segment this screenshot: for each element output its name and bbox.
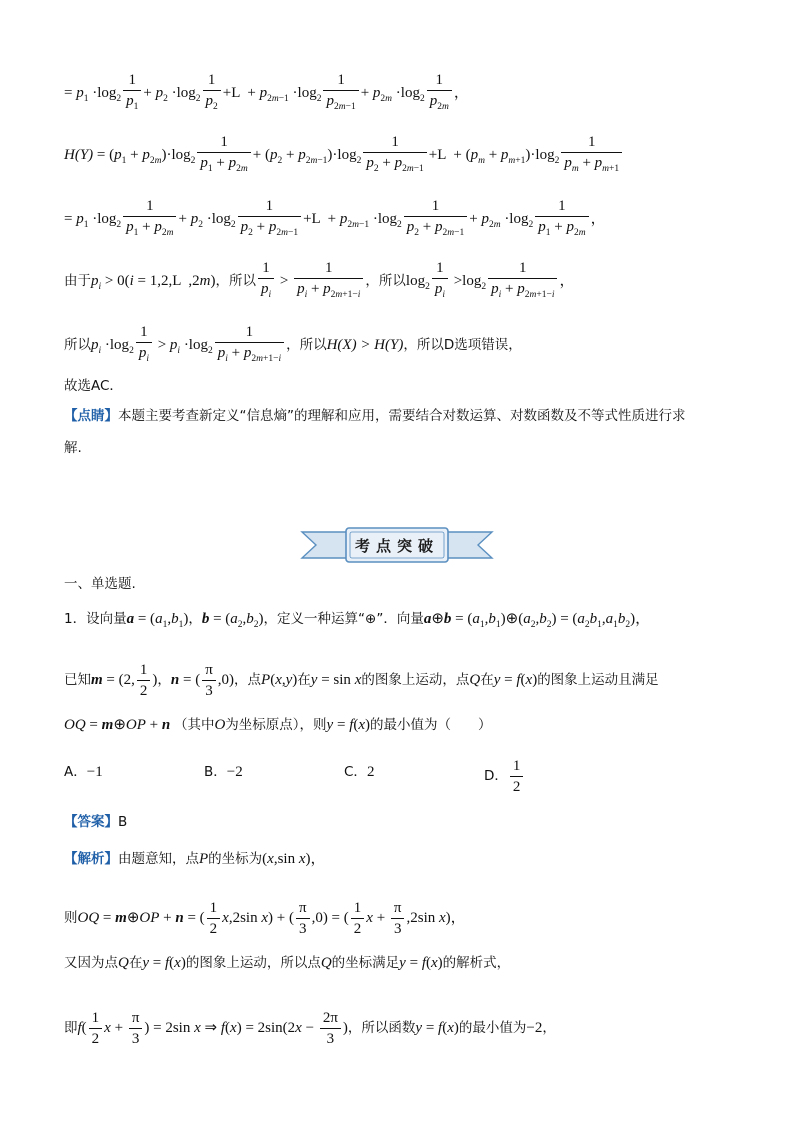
hx-gt-hy: H(X) > H(Y) — [326, 336, 404, 353]
answer-value: B — [118, 814, 128, 830]
analysis-line3c: 的图象上运动，所以点 — [185, 955, 321, 971]
question-number: 1． — [64, 611, 87, 627]
answer-line — [64, 816, 127, 830]
analysis-line-2: 则OQ = m⊕OP + n = ( $\frac{1}{2}$ x,2sin x) + ( $\frac{\pi}{3}$ ,0) = ( $\frac{1}{2}$ x + $\frac{\pi}{3}$ ,2sin x)， — [64, 900, 466, 937]
option-b-value: −2 — [226, 764, 243, 780]
option-d-label: D． — [484, 767, 508, 784]
q-stem6: 的图象上运动，点 — [361, 671, 470, 688]
option-a-label: A． — [64, 764, 87, 780]
yousuo-label: 由于 — [64, 272, 91, 289]
suoyi-label-1: 所以 — [228, 272, 256, 289]
question-stem-line-3: OQ = m⊕OP + n （其中O为坐标原点），则y = f(x)的最小值为（ ） — [64, 717, 492, 733]
comment-tag: 【点睛】 — [64, 408, 118, 424]
q-stem9: 为坐标原点），则 — [225, 717, 327, 733]
question-stem-line-2: 已知m = (2, $\frac{1}{2}$ )，n = ( $\frac{\pi}{3}$ ,0)，点P(x,y)在y = sin x的图象上运动，点Q在y = f(x)的图象上运动且满足 — [64, 662, 659, 699]
comment-paragraph — [64, 410, 686, 424]
q-stem8: （其中 — [173, 717, 215, 733]
formula-condition-line: 由于$p_i > 0(i = 1,2,L$ ,2m)，所以 $\frac{1}{p_i}$ > $\frac{1}{p_i + p_{2m+1-i}}$ ，所以$\log_2$ $\frac{1}{p_i}$ $>\log_2$ $\frac{1}{p_i + p_{2m+1-i}}$ ， — [64, 260, 575, 300]
analysis-line3d: 的坐标满足 — [331, 955, 400, 971]
q-stem2: ，定义一种运算“⊕”．向量 — [263, 611, 424, 627]
formula-hy-definition: $H(Y) = (p_1 + p_{2m})\cdot\log_2$ $\frac{1}{p_1 + p_{2m}}$ + $(p_2 + p_{2m-1})\cdot\log_2$ $\frac{1}{p_2 + p_{2m-1}}$ $+L + (p_m + p_{m+1})\cdot\log_2$ $\frac{1}{p_m + p_{m+1}}$ — [64, 132, 624, 179]
suoyi-label-3: 所以 — [64, 336, 91, 353]
analysis-min-value: −2 — [526, 1019, 543, 1036]
option-d-value: $\frac{1}{2}$ — [508, 756, 526, 797]
formula-hy-expanded: = $p_1 \cdot\log_2$ $\frac{1}{p_1 + p_{2m}}$ + $p_2 \cdot\log_2$ $\frac{1}{p_2 + p_{2m-1}}$ $+L + p_{2m-1} \cdot\log_2$ $\frac{1}{p_2 + p_{2m-1}}$ + $p_{2m} \cdot\log_2$ $\frac{1}{p_1 + p_{2m}}$ ， — [64, 198, 606, 238]
option-a[interactable] — [64, 760, 103, 781]
analysis-line4c: 的最小值为 — [458, 1019, 527, 1036]
suoyi-label-4: 所以 — [299, 336, 327, 353]
analysis-ze: 则 — [64, 909, 78, 926]
hy-label: H(Y) — [64, 146, 94, 163]
option-b-label: B． — [204, 764, 227, 780]
formula-hx-expanded: = $p_1 \cdot\log_2$ $\frac{1}{p_1}$ + $p_2 \cdot\log_2$ $\frac{1}{p_2}$ $+L + p_{2m-1} \cdot\log_2$ $\frac{1}{p_{2m-1}}$ + $p_{2m} \cdot\log_2$ $\frac{1}{p_{2m}}$ ， — [64, 72, 469, 112]
q-stem5: 在 — [297, 671, 311, 688]
analysis-line3e: 的解析式， — [442, 955, 511, 971]
q-stem3: 已知 — [64, 671, 91, 688]
question-stem-line-1: 1．设向量$a = (a_1,b_1)$，$b = (a_2,b_2)$，定义一种运算“⊕”．向量a⊕b = $(a_1,b_1)\oplus(a_2,b_2) = (a_2b_1,a_1b_2)$， — [64, 611, 651, 630]
q-stem1: 设向量 — [86, 611, 127, 627]
q-stem4: ，点 — [234, 671, 262, 688]
analysis-line-4: 即f( $\frac{1}{2}$ x + $\frac{\pi}{3}$ ) = 2sin x ⇒ f(x) = 2sin(2x − $\frac{2\pi}{3}$ )，所以函数y = f(x)的最小值为−2， — [64, 1010, 556, 1047]
analysis-comma: ， — [542, 1019, 556, 1036]
analysis-tag: 【解析】 — [64, 851, 118, 867]
option-c-value: 2 — [366, 764, 375, 780]
option-d[interactable] — [484, 756, 525, 797]
comment-text: 本题主要考查新定义“信息熵”的理解和应用，需要结合对数运算、对数函数及不等式性质进行求 — [118, 408, 686, 424]
analysis-ji: 即 — [64, 1019, 78, 1036]
q-stem10: 的最小值为（ ） — [370, 717, 492, 733]
analysis-line1: 由题意知，点 — [118, 851, 199, 867]
analysis-line1b: 的坐标为 — [208, 851, 263, 867]
conclusion-text: 所以D选项错误， — [416, 336, 522, 353]
analysis-line3a: 又因为点 — [64, 955, 118, 971]
section-title: 一、单选题. — [64, 576, 136, 592]
option-c[interactable] — [344, 760, 374, 781]
banner-title: 考点突破 — [354, 537, 439, 555]
answer-tag: 【答案】 — [64, 814, 118, 830]
option-b[interactable] — [204, 760, 243, 781]
analysis-line-3: 又因为点Q在y = f(x)的图象上运动，所以点Q的坐标满足y = f(x)的解析式， — [64, 955, 511, 971]
answer-line-ac: 故选AC． — [64, 378, 123, 394]
analysis-line-1: 【解析】由题意知，点P的坐标为(x,sin x)， — [64, 851, 326, 867]
option-c-label: C． — [344, 764, 367, 780]
suoyi-label-2: 所以 — [378, 272, 406, 289]
section-banner — [300, 526, 494, 564]
analysis-line4b: ，所以函数 — [347, 1019, 416, 1036]
q-stem5b: 在 — [480, 671, 494, 688]
analysis-line3b: 在 — [128, 955, 143, 971]
comment-paragraph-end: 解. — [64, 440, 82, 456]
formula-conclusion-line: 所以$p_i \cdot\log_2$ $\frac{1}{p_i}$ > $p_i \cdot\log_2$ $\frac{1}{p_i + p_{2m+1-i}}$ ，所以H(X) > H(Y)，所以D选项错误， — [64, 324, 522, 364]
q-stem7: 的图象上运动且满足 — [537, 671, 659, 688]
option-a-value: −1 — [86, 764, 103, 780]
